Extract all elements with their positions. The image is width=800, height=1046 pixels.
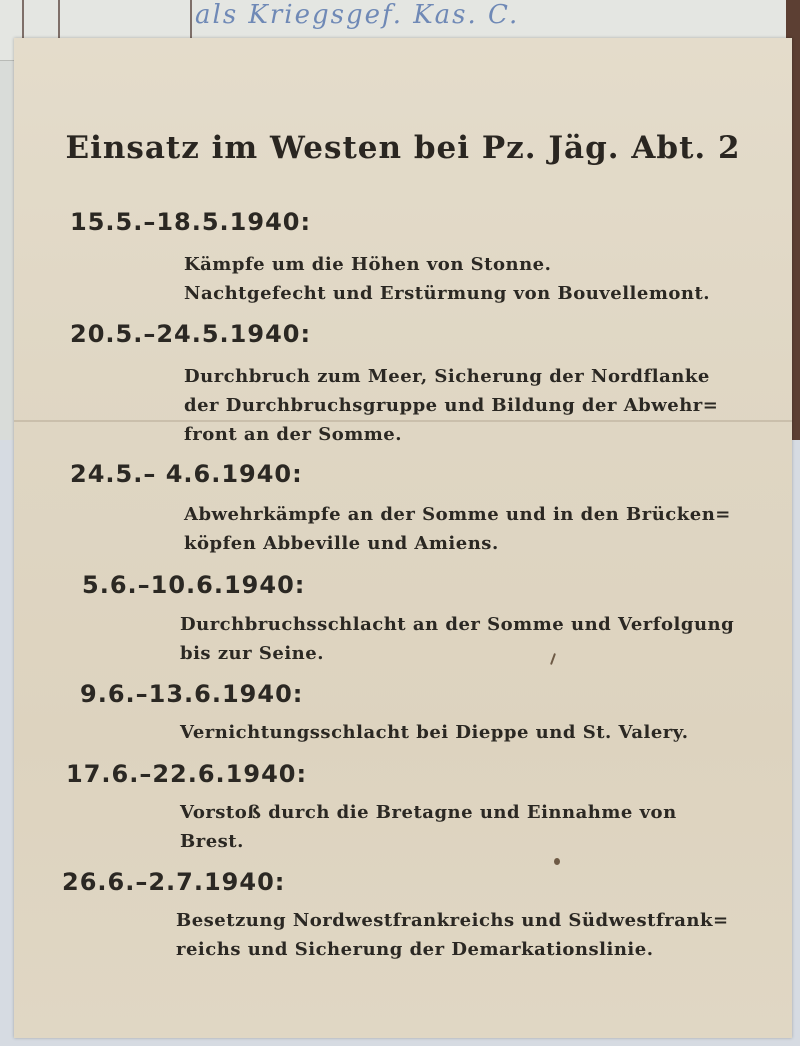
entry-date: 9.6.–13.6.1940: — [80, 680, 304, 708]
entry-description — [180, 610, 740, 668]
entry-date: 24.5.– 4.6.1940: — [70, 460, 303, 488]
entry-date: 26.6.–2.7.1940: — [62, 868, 286, 896]
entry-line: Vorstoß durch die Bretagne und Einnahme von — [180, 802, 677, 823]
entry-line: bis zur Seine. — [180, 643, 324, 664]
entry-description — [180, 798, 740, 856]
entry-line: Durchbruch zum Meer, Sicherung der Nordflanke — [184, 366, 710, 387]
entry-date: 17.6.–22.6.1940: — [66, 760, 308, 788]
entry-line: der Durchbruchsgruppe und Bildung der Abwehr= — [184, 395, 719, 416]
entry-line: Durchbruchsschlacht an der Somme und Verfolgung — [180, 614, 735, 635]
document-title: Einsatz im Westen bei Pz. Jäg. Abt. 2 — [65, 130, 741, 166]
entry-date: 5.6.–10.6.1940: — [82, 571, 306, 599]
entry-line: Besetzung Nordwestfrankreichs und Südwestfrank= — [176, 910, 729, 931]
entry-date: 15.5.–18.5.1940: — [70, 208, 312, 236]
entry-line: Vernichtungsschlacht bei Dieppe und St. Valery. — [180, 722, 689, 743]
entry-line: Nachtgefecht und Erstürmung von Bouvellemont. — [184, 283, 711, 304]
background-handwriting: als Kriegsgef. Kas. C. — [195, 0, 520, 30]
background-rule-line — [22, 0, 24, 40]
background-rule-line — [58, 0, 60, 40]
entry-description — [184, 500, 744, 558]
entry-line: Abwehrkämpfe an der Somme und in den Brücken= — [184, 504, 731, 525]
entry-line: köpfen Abbeville und Amiens. — [184, 533, 499, 554]
entry-description — [176, 906, 736, 964]
entry-line: Brest. — [180, 831, 244, 852]
entry-description — [184, 250, 744, 308]
entry-line: reichs und Sicherung der Demarkationslinie. — [176, 939, 654, 960]
document-sheet — [14, 38, 792, 1038]
entry-description — [184, 362, 744, 449]
entry-description — [180, 718, 740, 747]
entry-line: front an der Somme. — [184, 424, 403, 445]
entry-line: Kämpfe um die Höhen von Stonne. — [184, 254, 552, 275]
entry-date: 20.5.–24.5.1940: — [70, 320, 312, 348]
paper-speck — [554, 858, 560, 865]
background-rule-line — [190, 0, 192, 40]
